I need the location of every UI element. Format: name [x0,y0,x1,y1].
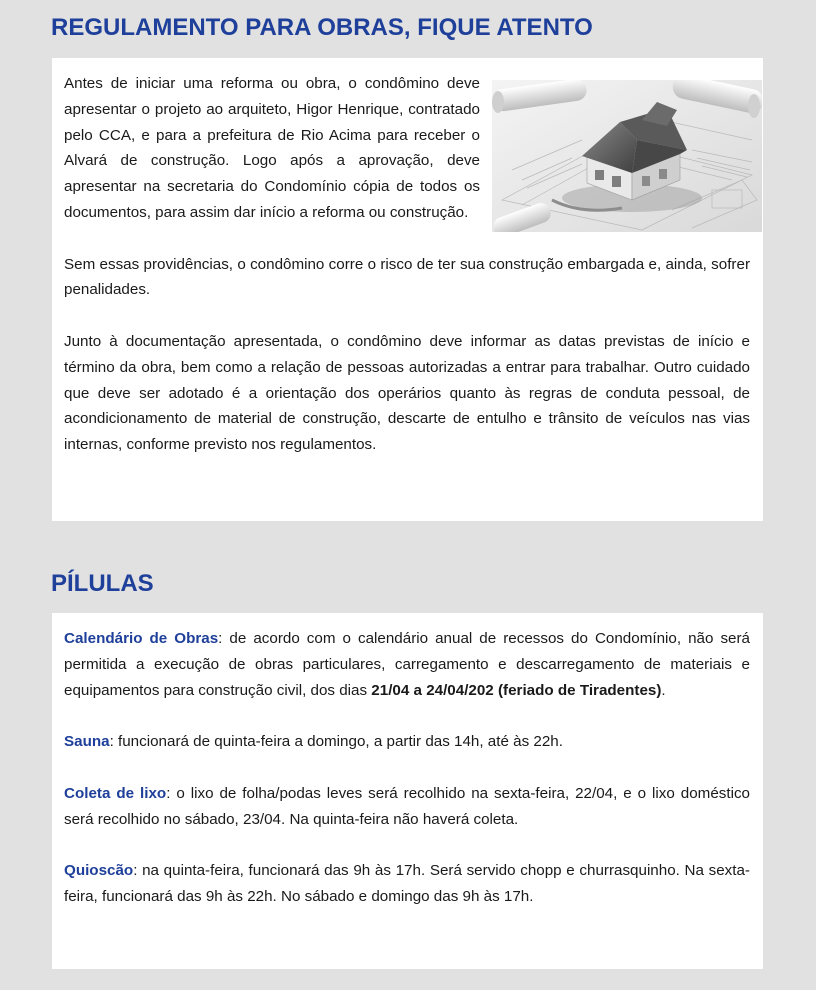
pilula-bold-dates: 21/04 a 24/04/202 (feriado de Tiradentes) [371,681,662,699]
pilula-text-end: . [661,681,666,699]
regulamento-paragraph-1: Antes de iniciar uma reforma ou obra, o condômino deve apresentar o projeto ao arquiteto, Higor Henrique, contratado pelo CCA, e para a prefeitura de Rio Acima para receber o Alvará de construção. Logo após a aprovação, deve apresentar na secretaria do Condomínio cópia de todos os documentos, para assim dar início a reforma ou construção. [64,75,480,221]
pilula-sauna [64,729,750,755]
pilula-label: Sauna [64,733,110,751]
regulamento-paragraph-3: Junto à documentação apresentada, o condômino deve informar as datas previstas de início e término da obra, bem como a relação de pessoas autorizadas a entrar para trabalhar. Outro cuidado que deve ser adotado é a orientação dos operários quanto às regras de conduta pessoal, de acondicionamento de material de construção, descarte de entulho e trânsito de veículos nas vias internas, conforme previsto nos regulamentos. [64,332,750,454]
pilula-text: : de acordo com o calendário anual de recessos do Condomínio, não será permitida a execução de obras particulares, carregamento e descarregamento de materiais e equipamentos para construção civil, dos dias [64,630,750,699]
pilula-calendario [64,626,750,703]
pilula-label: Quioscão [64,862,134,880]
pilula-quioscao [64,858,750,910]
regulamento-paragraph-2: Sem essas providências, o condômino corre o risco de ter sua construção embargada e, ainda, sofrer penalidades. [64,255,750,299]
pilula-text: : na quinta-feira, funcionará das 9h às 17h. Será servido chopp e churrasquinho. Na sexta-feira, funcionará das 9h às 22h. No sábado e domingo das 9h às 17h. [64,862,750,905]
pilula-text: : funcionará de quinta-feira a domingo, a partir das 14h, até às 22h. [109,733,563,751]
house-blueprint-illustration-icon [492,80,762,232]
pilula-label: Calendário de Obras [64,630,219,647]
pilula-label: Coleta de lixo [64,784,167,802]
section-title-pilulas: PÍLULAS [51,570,154,597]
pilulas-panel [52,613,763,969]
regulamento-panel [52,58,763,521]
section-title-regulamento: REGULAMENTO PARA OBRAS, FIQUE ATENTO [51,14,593,41]
pilula-coleta [64,781,750,833]
pilula-text: : o lixo de folha/podas leves será recolhido na sexta-feira, 22/04, e o lixo doméstico será recolhido no sábado, 23/04. Na quinta-feira não haverá coleta. [64,784,750,828]
